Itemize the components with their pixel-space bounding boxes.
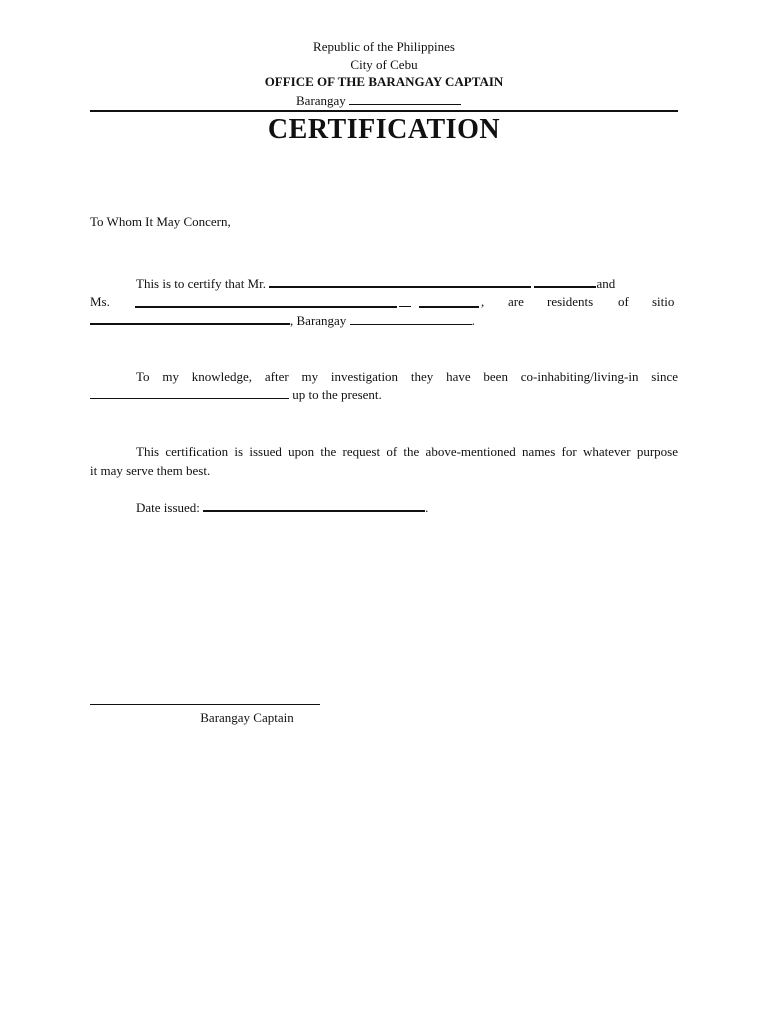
ms-name-blank [135, 294, 397, 308]
para2-line2 [90, 385, 382, 404]
header-city: City of Cebu [350, 57, 418, 72]
para1-lead: This is to certify that Mr. [136, 276, 266, 291]
para1-barangay-blank [350, 312, 472, 325]
signature-title: Barangay Captain [200, 710, 294, 725]
document-title: CERTIFICATION [267, 114, 501, 145]
para1-line1 [136, 274, 632, 293]
sitio-blank [90, 311, 290, 325]
barangay-label: Barangay [296, 93, 346, 108]
date-issued: Date issued: . [136, 500, 429, 515]
since-date-blank [90, 386, 289, 399]
para2-line1: To my knowledge, after my investigation they have been co-inhabiting/living-in since [136, 369, 678, 384]
para1-ms: Ms. [90, 294, 110, 309]
para1-sitio: sitio [652, 294, 675, 309]
ms-name-blank-2 [419, 294, 479, 308]
header-republic: Republic of the Philippines [313, 39, 455, 54]
para1-barangay: , Barangay [290, 313, 347, 328]
para2-tail: up to the present. [292, 387, 382, 402]
barangay-blank [349, 92, 461, 105]
date-issued-blank [203, 498, 425, 512]
mr-name-blank [269, 274, 531, 288]
para1-residents: residents [547, 294, 594, 309]
header-divider [90, 110, 678, 112]
signature-line [90, 704, 320, 705]
date-issued-label: Date issued: [136, 500, 200, 515]
ms-name-blank-dash [399, 294, 411, 307]
para1-of: of [618, 294, 629, 309]
header-barangay [296, 92, 461, 110]
salutation: To Whom It May Concern, [90, 214, 231, 229]
header-office: OFFICE OF THE BARANGAY CAPTAIN [264, 74, 504, 89]
para3-line2: it may serve them best. [90, 463, 211, 478]
para1-and: and [596, 276, 616, 291]
para3-line1: This certification is issued upon the request of the above-mentioned names for whatever purpose [136, 444, 678, 459]
para1-line3: , Barangay . [90, 311, 475, 330]
para1-are: are [508, 294, 524, 309]
mr-name-blank-2 [534, 274, 596, 288]
